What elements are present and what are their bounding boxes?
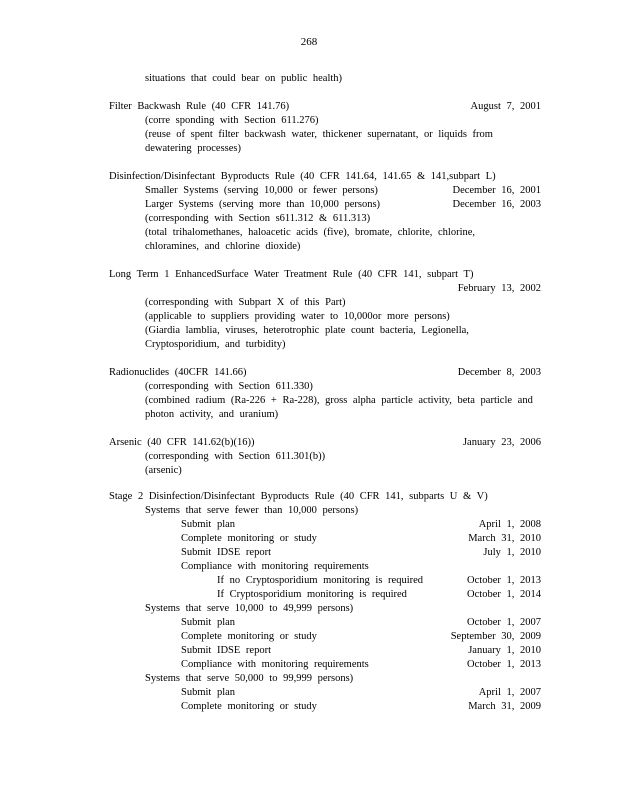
filter-backwash-heading: Filter Backwash Rule (40 CFR 141.76): [109, 101, 290, 112]
stage2-item: Complete monitoring or study: [181, 701, 317, 712]
stage2-subitem: If Cryptosporidium monitoring is required: [217, 589, 407, 600]
radionuclides-date: December 8, 2003: [457, 367, 541, 378]
stage2-item-date: October 1, 2013: [467, 575, 541, 586]
stage2-item: Compliance with monitoring requirements: [181, 561, 369, 572]
stage2-item: Submit IDSE report: [181, 547, 271, 558]
arsenic-date: January 23, 2006: [462, 437, 541, 448]
dbp-larger: Larger Systems (serving more than 10,000 persons): [145, 199, 381, 210]
stage2-item: Complete monitoring or study: [181, 631, 317, 642]
lt1-line: (corresponding with Subpart X of this Part): [145, 297, 346, 308]
dbp-line: (corresponding with Section s611.312 & 611.313): [145, 213, 371, 224]
stage2-item-date: July 1, 2010: [483, 547, 541, 558]
arsenic-heading: Arsenic (40 CFR 141.62(b)(16)): [109, 437, 255, 448]
radionuclides-line: photon activity, and uranium): [145, 409, 279, 420]
stage2-item-date: October 1, 2007: [467, 617, 541, 628]
dbp-heading: Disinfection/Disinfectant Byproducts Rule (40 CFR 141.64, 141.65 & 141,subpart L): [109, 171, 496, 182]
dbp-smaller: Smaller Systems (serving 10,000 or fewer persons): [145, 185, 378, 196]
dbp-line: (total trihalomethanes, haloacetic acids (five), bromate, chlorite, chlorine,: [145, 227, 476, 238]
stage2-item-date: October 1, 2013: [467, 659, 541, 670]
stage2-item-date: April 1, 2007: [478, 687, 541, 698]
arsenic-line: (corresponding with Section 611.301(b)): [145, 451, 326, 462]
filter-backwash-line: dewatering processes): [145, 143, 242, 154]
stage2-item-date: January 1, 2010: [468, 645, 541, 656]
dbp-smaller-date: December 16, 2001: [452, 185, 541, 196]
stage2-item: Submit plan: [181, 617, 236, 628]
radionuclides-line: (corresponding with Section 611.330): [145, 381, 313, 392]
dbp-line: chloramines, and chlorine dioxide): [145, 241, 301, 252]
filter-backwash-date: August 7, 2001: [470, 101, 541, 112]
stage2-item-date: April 1, 2008: [478, 519, 541, 530]
lt1-date: February 13, 2002: [457, 283, 541, 294]
lt1-heading: Long Term 1 EnhancedSurface Water Treatment Rule (40 CFR 141, subpart T): [109, 269, 474, 280]
arsenic-line: (arsenic): [145, 465, 182, 476]
stage2-subitem: If no Cryptosporidium monitoring is required: [217, 575, 424, 586]
stage2-item-date: March 31, 2009: [468, 701, 541, 712]
lt1-line: Cryptosporidium, and turbidity): [145, 339, 286, 350]
filter-backwash-line: (corre sponding with Section 611.276): [145, 115, 319, 126]
stage2-item: Submit plan: [181, 519, 236, 530]
stage2-item: Submit IDSE report: [181, 645, 271, 656]
stage2-group-label: Systems that serve fewer than 10,000 persons): [145, 505, 359, 516]
radionuclides-line: (combined radium (Ra-226 + Ra-228), gross alpha particle activity, beta particle and: [145, 395, 533, 406]
stage2-item: Complete monitoring or study: [181, 533, 317, 544]
filter-backwash-line: (reuse of spent filter backwash water, thickener supernatant, or liquids from: [145, 129, 493, 140]
dbp-larger-date: December 16, 2003: [452, 199, 541, 210]
stage2-group-label: Systems that serve 10,000 to 49,999 persons): [145, 603, 354, 614]
stage2-item: Submit plan: [181, 687, 236, 698]
lt1-line: (Giardia lamblia, viruses, heterotrophic plate count bacteria, Legionella,: [145, 325, 469, 336]
page-number: 268: [300, 36, 318, 48]
stage2-group-label: Systems that serve 50,000 to 99,999 persons): [145, 673, 354, 684]
stage2-item: Compliance with monitoring requirements: [181, 659, 369, 670]
stage2-item-date: October 1, 2014: [467, 589, 541, 600]
stage2-item-date: September 30, 2009: [450, 631, 541, 642]
radionuclides-heading: Radionuclides (40CFR 141.66): [109, 367, 247, 378]
intro-text: situations that could bear on public health): [145, 73, 343, 84]
stage2-heading: Stage 2 Disinfection/Disinfectant Byproducts Rule (40 CFR 141, subparts U & V): [109, 491, 488, 502]
lt1-line: (applicable to suppliers providing water to 10,000or more persons): [145, 311, 450, 322]
stage2-item-date: March 31, 2010: [468, 533, 541, 544]
